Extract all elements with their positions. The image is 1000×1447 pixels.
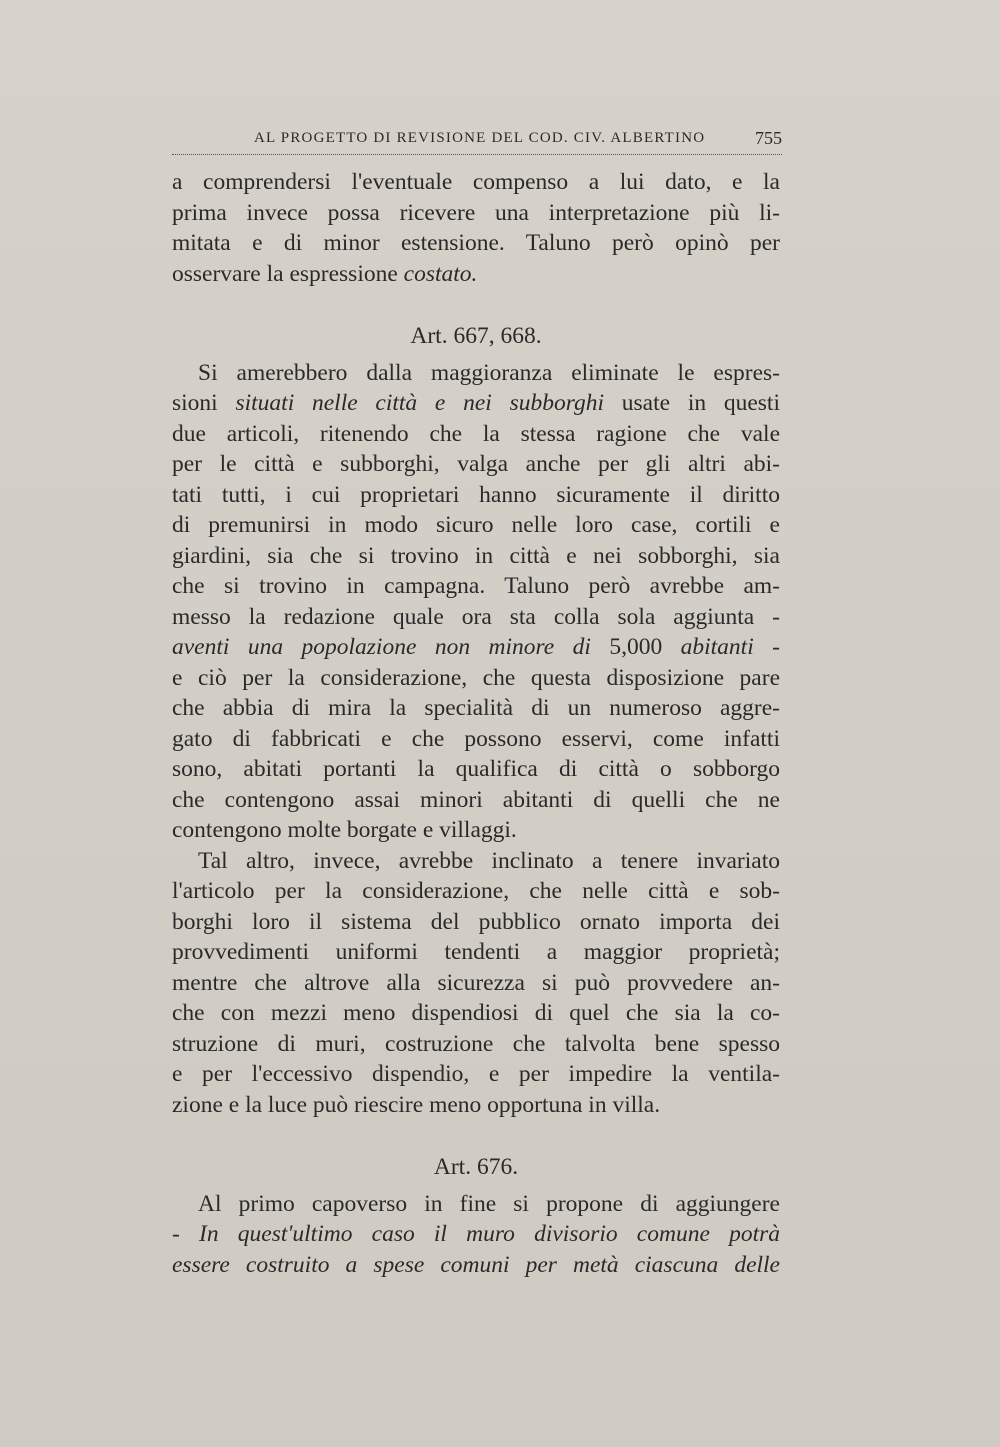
text-line <box>172 1219 780 1250</box>
text-line: e ciò per la considerazione, che questa disposizione pare <box>172 664 780 691</box>
body-text <box>172 167 780 1280</box>
text-segment: osservare la espressione <box>172 260 404 287</box>
page-number: 755 <box>755 128 782 148</box>
text-line: giardini, sia che si trovino in città e nei sobborghi, sia <box>172 542 780 569</box>
paragraph-2-end <box>172 815 780 846</box>
article-heading-667-668: Art. 667, 668. <box>410 323 542 349</box>
text-line: tati tutti, i cui proprietari hanno sicuramente il diritto <box>172 481 780 508</box>
text-line: Al primo capoverso in fine si propone di aggiungere <box>198 1190 780 1217</box>
text-line: per le città e subborghi, valga anche per gli altri abi- <box>172 451 780 477</box>
text-line: di premunirsi in modo sicuro nelle loro case, cortili e <box>172 512 780 538</box>
text-line: zione e la luce può riescire meno opportuna in villa. <box>172 1091 661 1118</box>
paragraph-3-body <box>172 876 780 1090</box>
paragraph-2 <box>172 358 780 389</box>
text-line: Si amerebbero dalla maggioranza eliminate le espres- <box>198 359 780 386</box>
article-heading-676: Art. 676. <box>433 1154 519 1180</box>
text-line: a comprendersi l'eventuale compenso a lui dato, e la <box>172 169 780 195</box>
text-segment: sioni <box>172 390 236 416</box>
text-line: Tal altro, invece, avrebbe inclinato a tenere invariato <box>198 847 780 874</box>
text-line: che si trovino in campagna. Taluno però avrebbe am- <box>172 573 780 599</box>
page-header <box>172 128 782 155</box>
italic-segment: situati nelle città e nei subborghi <box>235 390 605 416</box>
text-line: che contengono assai minori abitanti di quelli che ne <box>172 786 780 813</box>
italic-segment: aventi una popolazione non minore di <box>172 634 591 660</box>
text-segment: - <box>172 1221 200 1247</box>
running-head: AL PROGETTO DI REVISIONE DEL COD. CIV. ALBERTINO <box>254 130 706 146</box>
text-segment: - <box>753 634 780 660</box>
text-line: prima invece possa ricevere una interpretazione più li- <box>172 199 780 226</box>
paragraph-3-end <box>172 1090 780 1121</box>
italic-segment: essere costruito a spese comuni per metà ciascuna delle <box>172 1251 780 1278</box>
italic-segment: costato. <box>403 260 478 287</box>
text-line <box>172 1250 780 1281</box>
paragraph-2-body <box>172 388 780 815</box>
text-line: due articoli, ritenendo che la stessa ragione che vale <box>172 420 780 447</box>
text-line: borghi loro il sistema del pubblico ornato importa dei <box>172 908 780 935</box>
text-line: l'articolo per la considerazione, che nelle città e sob- <box>172 878 780 904</box>
paragraph-4-body <box>172 1219 780 1280</box>
text-segment: 5,000 <box>590 634 681 660</box>
text-line: mitata e di minor estensione. Taluno però opinò per <box>172 230 780 256</box>
text-line: messo la redazione quale ora sta colla sola aggiunta - <box>172 603 780 630</box>
text-line <box>172 632 780 663</box>
text-line: mentre che altrove alla sicurezza si può provvedere an- <box>172 969 780 996</box>
text-line <box>172 388 780 419</box>
paragraph-1 <box>172 167 780 259</box>
text-line: gato di fabbricati e che possono esservi, come infatti <box>172 725 780 752</box>
italic-segment: abitanti <box>680 634 754 660</box>
text-line: che con mezzi meno dispendiosi di quel che sia la co- <box>172 1000 780 1026</box>
text-line: e per l'eccessivo dispendio, e per impedire la ventila- <box>172 1061 780 1087</box>
text-segment: usate in questi <box>604 390 780 416</box>
text-line: contengono molte borgate e villaggi. <box>172 817 517 843</box>
text-line: provvedimenti uniformi tendenti a maggior proprietà; <box>172 939 780 965</box>
paragraph-3 <box>172 846 780 877</box>
text-line: struzione di muri, costruzione che talvolta bene spesso <box>172 1030 780 1057</box>
italic-segment: In quest'ultimo caso il muro divisorio comune potrà <box>199 1221 780 1247</box>
paragraph-4 <box>172 1189 780 1220</box>
text-line: che abbia di mira la specialità di un numeroso aggre- <box>172 695 780 721</box>
paragraph-1-end <box>172 259 780 290</box>
text-line: sono, abitati portanti la qualifica di città o sobborgo <box>172 756 780 782</box>
